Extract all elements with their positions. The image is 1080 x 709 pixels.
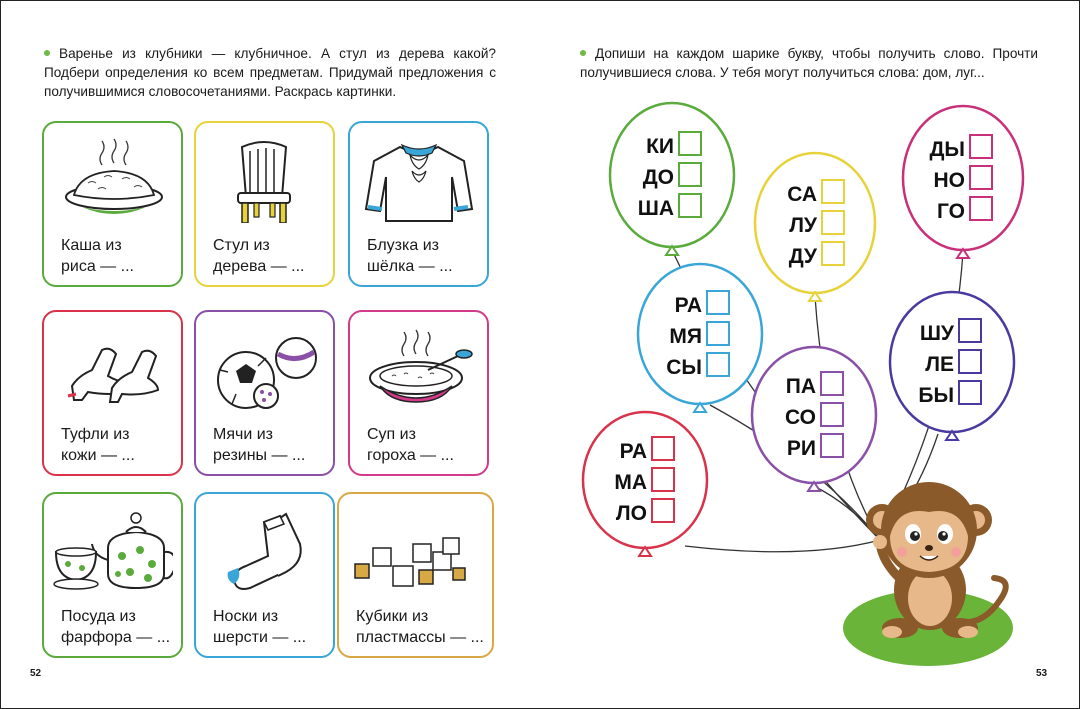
balloon-syllable: НО [933, 169, 965, 192]
letter-box[interactable] [821, 434, 843, 457]
caption-line: шерсти — ... [213, 629, 307, 646]
letter-box[interactable] [822, 242, 844, 265]
balloon-syllable: МЯ [669, 325, 702, 348]
instruction-left [44, 44, 496, 101]
card-soup [348, 310, 489, 476]
caption-line: Туфли из [61, 426, 130, 443]
letter-box[interactable] [652, 499, 674, 522]
letter-box[interactable] [707, 291, 729, 314]
balloon-syllable: ЛУ [789, 214, 817, 237]
balloon-syllable: ГО [937, 200, 965, 223]
balloon-syllable: ШУ [919, 322, 954, 345]
caption-line: резины — ... [213, 447, 306, 464]
balloon-syllable: МА [614, 471, 647, 494]
card-shoes [42, 310, 183, 476]
caption-line: пластмассы — ... [356, 629, 484, 646]
card-blouse [348, 121, 489, 287]
caption-line: Посуда из [61, 608, 136, 625]
balloon [583, 412, 707, 556]
balloon [610, 103, 734, 255]
letter-box[interactable] [821, 372, 843, 395]
letter-box[interactable] [679, 194, 701, 217]
cubes-icon [347, 508, 468, 594]
letter-box[interactable] [959, 381, 981, 404]
balloon [890, 292, 1014, 440]
card-chair [194, 121, 335, 287]
balloon-syllable: РИ [786, 437, 816, 460]
card-caption [213, 424, 305, 466]
instruction-right [580, 44, 1038, 82]
letter-box[interactable] [959, 319, 981, 342]
letter-box[interactable] [970, 166, 992, 189]
page-number-left: 52 [30, 668, 42, 679]
caption-line: гороха — ... [367, 447, 454, 464]
caption-line: кожи — ... [61, 447, 135, 464]
caption-line: Мячи из [213, 426, 273, 443]
balloon-syllable: ЛО [615, 502, 647, 525]
socks-icon [204, 508, 325, 594]
balloon-syllable: ДУ [788, 245, 817, 268]
porridge-bowl-icon [52, 137, 173, 223]
balloon-syllable: ПА [785, 375, 816, 398]
card-caption [213, 606, 306, 648]
card-cubes [337, 492, 494, 658]
card-caption [367, 235, 453, 277]
bullet-icon [580, 50, 586, 56]
card-socks [194, 492, 335, 658]
teapot-cup-icon [52, 508, 173, 594]
balloon-syllable: СЫ [666, 356, 702, 379]
letter-box[interactable] [652, 437, 674, 460]
card-caption [367, 424, 454, 466]
letter-box[interactable] [822, 180, 844, 203]
caption-line: Носки из [213, 608, 279, 625]
caption-line: Суп из [367, 426, 416, 443]
letter-box[interactable] [652, 468, 674, 491]
balloon-syllable: РА [619, 440, 647, 463]
caption-line: шёлка — ... [367, 258, 453, 275]
letter-box[interactable] [707, 322, 729, 345]
letter-box[interactable] [822, 211, 844, 234]
letter-box[interactable] [707, 353, 729, 376]
balloons [583, 103, 1023, 556]
balloon-syllable: СО [785, 406, 816, 429]
caption-line: Каша из [61, 237, 122, 254]
balloon-syllable: ЛЕ [925, 353, 954, 376]
caption-line: Блузка из [367, 237, 439, 254]
balloon-syllable: ДО [642, 166, 674, 189]
letter-box[interactable] [970, 135, 992, 158]
letter-box[interactable] [679, 132, 701, 155]
caption-line: дерева — ... [213, 258, 305, 275]
soup-bowl-icon [358, 326, 479, 412]
page-number-right: 53 [1036, 668, 1048, 679]
chair-icon [204, 137, 325, 223]
bullet-icon [44, 50, 50, 56]
blouse-icon [358, 137, 479, 223]
balloon-syllable: ША [637, 197, 674, 220]
balloon-syllable: КИ [646, 135, 674, 158]
balls-icon [204, 326, 325, 412]
letter-box[interactable] [970, 197, 992, 220]
shoes-icon [52, 326, 173, 412]
letter-box[interactable] [821, 403, 843, 426]
card-caption [61, 235, 134, 277]
card-caption [61, 424, 135, 466]
card-balls [194, 310, 335, 476]
balloon-syllable: СА [787, 183, 817, 206]
balloon-syllable: ДЫ [929, 138, 965, 161]
balloon-syllable: РА [674, 294, 702, 317]
letter-box[interactable] [959, 350, 981, 373]
balloon-syllable: БЫ [918, 384, 954, 407]
instruction-left-text: Варенье из клубники — клубничное. А стул из дерева какой? Подбери определения ко всем предметам. Придумай предложения с получившимися словосочетаниями. Раскрась картинки. [44, 46, 496, 99]
card-caption [61, 606, 170, 648]
caption-line: фарфора — ... [61, 629, 171, 646]
balloon [638, 264, 762, 412]
balloon [903, 106, 1023, 258]
balloon [752, 347, 876, 491]
caption-line: Кубики из [356, 608, 429, 625]
instruction-right-text: Допиши на каждом шарике букву, чтобы получить слово. Прочти получившиеся слова. У тебя могут получиться слова: дом, луг... [580, 46, 1038, 80]
caption-line: Стул из [213, 237, 270, 254]
card-porridge [42, 121, 183, 287]
caption-line: риса — ... [61, 258, 134, 275]
balloons-illustration [570, 100, 1040, 675]
card-caption [356, 606, 484, 648]
card-caption [213, 235, 304, 277]
letter-box[interactable] [679, 163, 701, 186]
card-dishes [42, 492, 183, 658]
balloon [755, 153, 875, 301]
